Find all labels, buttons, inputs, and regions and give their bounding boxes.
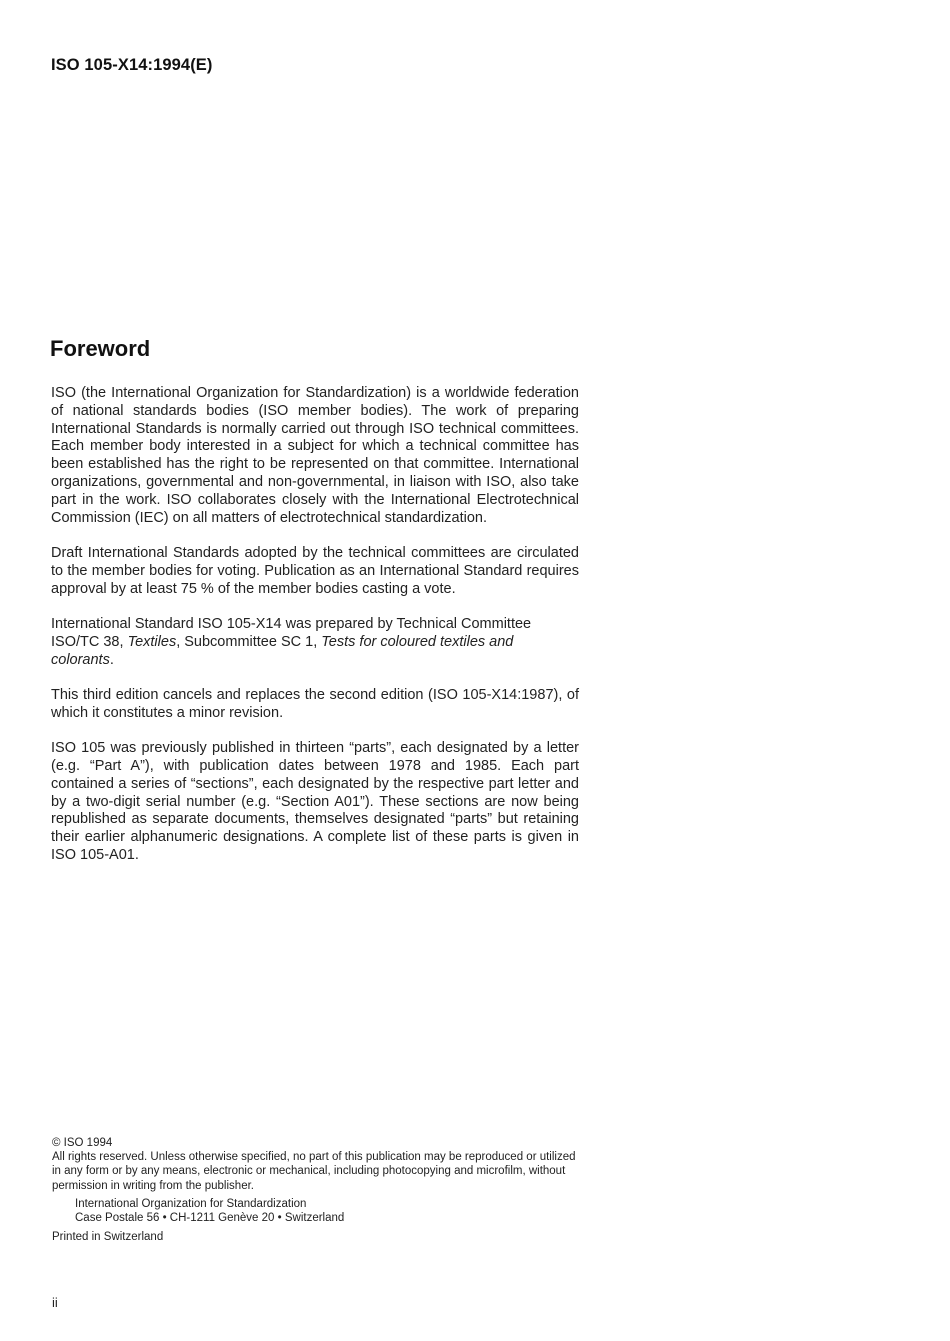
foreword-paragraph-3 xyxy=(51,616,579,669)
foreword-paragraph-2: Draft International Standards adopted by the technical committees are circulated to the member bodies for voting. Publication as an International Standard requires approval by at least 75 % of the member bodies casting a vote. xyxy=(51,544,579,597)
foreword-paragraph-5: ISO 105 was previously published in thirteen “parts”, each designated by a letter (e.g. “Part A”), with publication dates between 1978 and 1985. Each part contained a series of “sections”, each designated by the respective part letter and by a two-digit serial number (e.g. “Section A01”). These sections are now being republished as separate documents, themselves designated “parts” but retaining their earlier alphanumeric designations. A complete list of these parts is given in ISO 105-A01. xyxy=(51,740,579,863)
foreword-paragraph-4: This third edition cancels and replaces the second edition (ISO 105-X14:1987), of which it constitutes a minor revision. xyxy=(51,686,579,721)
organization-address: Case Postale 56 • CH-1211 Genève 20 • Switzerland xyxy=(75,1212,345,1225)
page-number: ii xyxy=(52,1295,58,1310)
foreword-heading: Foreword xyxy=(50,336,151,361)
paragraph-3-text-e: . xyxy=(109,651,114,668)
copyright-block xyxy=(52,1136,582,1244)
foreword-paragraph-1: ISO (the International Organization for Standardization) is a worldwide federation of national standards bodies (ISO member bodies). The work of preparing International Standards is normally carried out through ISO technical committees. Each member body interested in a subject for which a technical committee has been established has the right to be represented on that committee. International organizations, governmental and non-governmental, in liaison with ISO, also take part in the work. ISO collaborates closely with the International Electrotechnical Commission (IEC) on all matters of electrotechnical standardization. xyxy=(51,385,579,526)
paragraph-3-subcommittee-name: Tests for coloured textiles and colorants xyxy=(51,633,514,668)
paragraph-3-committee-name: Textiles xyxy=(127,633,177,650)
document-identifier: ISO 105-X14:1994(E) xyxy=(51,56,213,74)
foreword-body xyxy=(51,385,579,882)
copyright-notice: © ISO 1994 xyxy=(52,1137,113,1149)
rights-statement: All rights reserved. Unless otherwise specified, no part of this publication may be reproduced or utilized in any form or by any means, electronic or mechanical, including photocopying and microfilm, without permission in writing from the publisher. xyxy=(52,1151,576,1192)
printed-location: Printed in Switzerland xyxy=(52,1231,164,1244)
paragraph-3-text-c: , Subcommittee SC 1, xyxy=(176,633,322,650)
paragraph-3-text-a: International Standard ISO 105-X14 was prepared by Technical Committee ISO/TC 38, xyxy=(51,615,532,650)
organization-name: International Organization for Standardization xyxy=(75,1197,307,1210)
